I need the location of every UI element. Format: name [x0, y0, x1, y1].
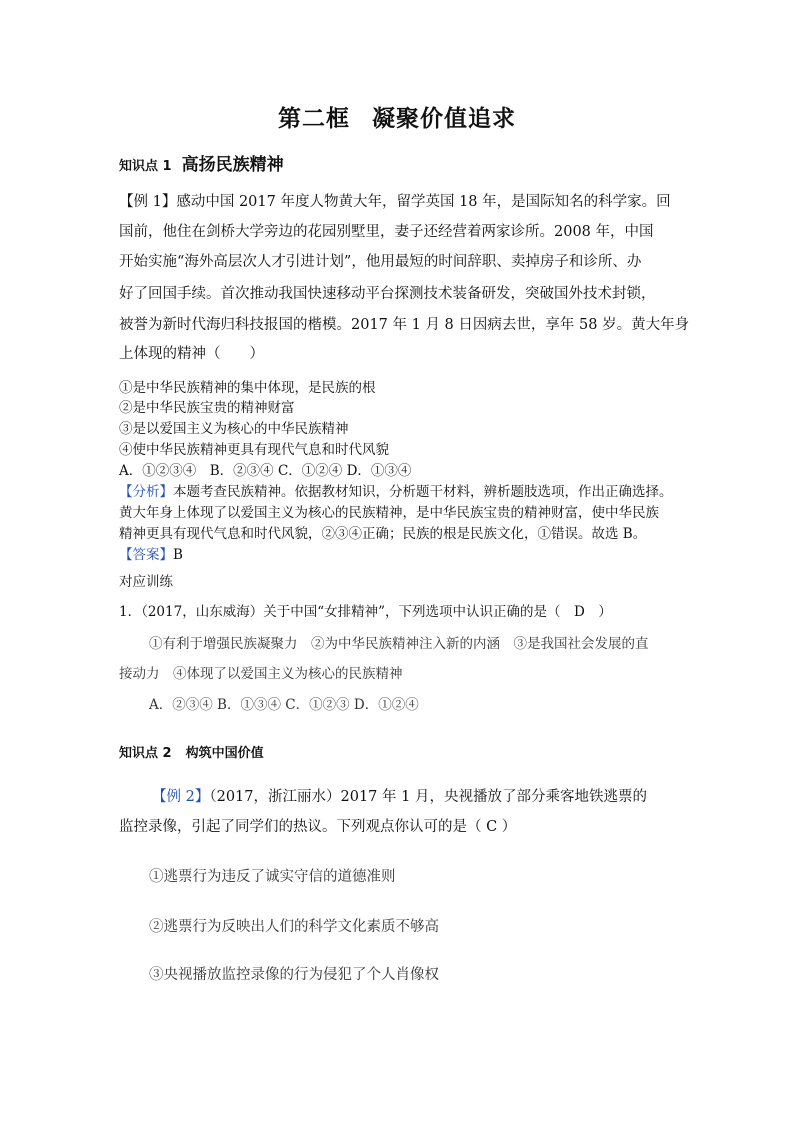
page-title — [0, 100, 794, 133]
example-tag: 【例 2】 — [152, 789, 210, 805]
example-2-line: 监控录像，引起了同学们的热议。下列观点你认可的是（ C ） — [119, 819, 517, 835]
example-text: 感动中国 2017 年度人物黄大年，留学英国 18 年，是国际知名的科学家。回 — [176, 194, 671, 210]
example-2-option: ②逃票行为反映出人们的科学文化素质不够高 — [149, 919, 439, 935]
example-1-line: 被誉为新时代海归科技报国的楷模。2017 年 1 月 8 日因病去世，享年 58 岁。黄大年身 — [119, 317, 690, 333]
option-4: ④使中华民族精神更具有现代气息和时代风貌 — [119, 442, 389, 458]
title-part2: 凝聚价值追求 — [372, 106, 516, 132]
knowledge-point-title: 高扬民族精神 — [181, 155, 284, 175]
answer-tag: 【答案】 — [119, 547, 173, 563]
title-part1: 第二框 — [278, 106, 350, 132]
example-2-option: ③央视播放监控录像的行为侵犯了个人肖像权 — [149, 967, 439, 983]
example-2-line — [152, 785, 647, 806]
example-1-line: 国前，他住在剑桥大学旁边的花园别墅里，妻子还经营着两家诊所。2008 年，中国 — [119, 224, 654, 240]
example-1-line — [119, 190, 671, 211]
training-options-line: ①有利于增强民族凝聚力 ②为中华民族精神注入新的内涵 ③是我国社会发展的直 — [149, 636, 649, 652]
analysis-line: 精神更具有现代气息和时代风貌，②③④正确；民族的根是民族文化，①错误。故选 B。 — [119, 526, 647, 542]
training-choices: A．②③④ B．①③④ C．①②③ D．①②④ — [149, 697, 419, 713]
analysis-text: 本题考查民族精神。依据教材知识，分析题干材料，辨析题肢选项，作出正确选择。 — [173, 484, 673, 500]
answer-value: B — [173, 547, 183, 563]
knowledge-point-2-heading — [119, 742, 264, 761]
example-1-line: 开始实施“海外高层次人才引进计划”，他用最短的时间辞职、卖掉房子和诊所、办 — [119, 254, 642, 270]
training-options-line: 接动力 ④体现了以爱国主义为核心的民族精神 — [119, 666, 403, 682]
option-2: ②是中华民族宝贵的精神财富 — [119, 400, 295, 416]
answer-line — [119, 543, 183, 563]
knowledge-point-label: 知识点 2 — [119, 746, 172, 761]
example-tag: 【例 1】 — [119, 194, 177, 210]
training-heading: 对应训练 — [119, 574, 173, 590]
option-3: ③是以爱国主义为核心的中华民族精神 — [119, 421, 349, 437]
knowledge-point-title: 构筑中国价值 — [185, 746, 264, 761]
analysis-tag: 【分析】 — [119, 484, 173, 500]
option-1: ①是中华民族精神的集中体现，是民族的根 — [119, 380, 376, 396]
training-question-1: 1．（2017，山东威海）关于中国“女排精神”，下列选项中认识正确的是（ D ） — [119, 604, 612, 620]
example-text: （2017，浙江丽水）2017 年 1 月，央视播放了部分乘客地铁逃票的 — [209, 789, 647, 805]
example-1-line: 上体现的精神（ ） — [119, 346, 264, 362]
knowledge-point-1-heading — [119, 150, 284, 175]
example-2-option: ①逃票行为违反了诚实守信的道德准则 — [149, 869, 396, 885]
analysis-line: 黄大年身上体现了以爱国主义为核心的民族精神，是中华民族宝贵的精神财富，使中华民族 — [119, 505, 659, 521]
analysis-line — [119, 480, 673, 500]
knowledge-point-label: 知识点 1 — [119, 159, 172, 174]
example-1-line: 好了回国手续。首次推动我国快速移动平台探测技术装备研发，突破国外技术封锁， — [119, 286, 656, 302]
answer-choices: A．①②③④ B．②③④ C．①②④ D．①③④ — [119, 463, 412, 479]
